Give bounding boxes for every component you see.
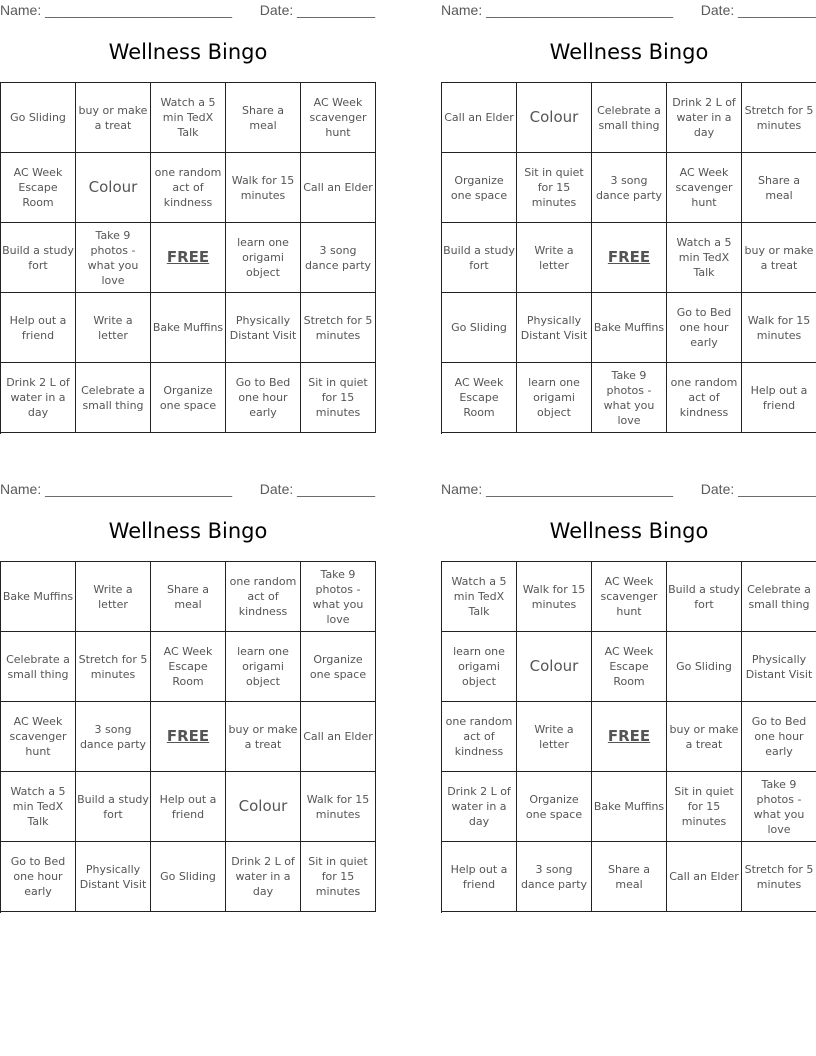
bingo-grid	[0, 82, 376, 434]
card-header	[441, 479, 816, 501]
bingo-cell: Go Sliding	[151, 842, 226, 912]
date-field: Date: __________	[700, 481, 816, 497]
bingo-cell: 3 song dance party	[301, 223, 376, 293]
bingo-cell: Build a study fort	[1, 223, 76, 293]
card-title: Wellness Bingo	[108, 519, 268, 543]
bingo-cell: Call an Elder	[442, 83, 517, 153]
bingo-cell: Take 9 photos - what you love	[742, 772, 816, 842]
bingo-cell: Write a letter	[76, 562, 151, 632]
bingo-cell: Bake Muffins	[151, 293, 226, 363]
bingo-cell: Go to Bed one hour early	[226, 363, 301, 433]
bingo-cell: Call an Elder	[667, 842, 742, 912]
bingo-cell: Watch a 5 min TedX Talk	[151, 83, 226, 153]
bingo-cell: Drink 2 L of water in a day	[442, 772, 517, 842]
bingo-cell: AC Week scavenger hunt	[301, 83, 376, 153]
bingo-cell: AC Week scavenger hunt	[667, 153, 742, 223]
bingo-cell: learn one origami object	[517, 363, 592, 433]
bingo-cell: Share a meal	[151, 562, 226, 632]
bingo-cell: Drink 2 L of water in a day	[1, 363, 76, 433]
bingo-cell: Go to Bed one hour early	[667, 293, 742, 363]
bingo-cell: Call an Elder	[301, 702, 376, 772]
bingo-cell: Stretch for 5 minutes	[301, 293, 376, 363]
bingo-cell: one random act of kindness	[442, 702, 517, 772]
card-title: Wellness Bingo	[108, 40, 268, 64]
card-header	[0, 479, 376, 501]
bingo-cell: Stretch for 5 minutes	[742, 83, 816, 153]
bingo-cell: one random act of kindness	[226, 562, 301, 632]
bingo-cell: Organize one space	[151, 363, 226, 433]
bingo-cell: Write a letter	[76, 293, 151, 363]
bingo-cell: Drink 2 L of water in a day	[667, 83, 742, 153]
bingo-cell: AC Week Escape Room	[151, 632, 226, 702]
bingo-cell: Celebrate a small thing	[76, 363, 151, 433]
free-space: FREE	[592, 702, 667, 772]
bingo-cell: buy or make a treat	[226, 702, 301, 772]
bingo-cell: Build a study fort	[442, 223, 517, 293]
bingo-cell: Write a letter	[517, 702, 592, 772]
bingo-cell: one random act of kindness	[667, 363, 742, 433]
name-field: Name: ________________________	[0, 481, 232, 497]
bingo-cell: Help out a friend	[742, 363, 816, 433]
bingo-cell: 3 song dance party	[517, 842, 592, 912]
bingo-cell: Bake Muffins	[592, 772, 667, 842]
bingo-cell: Sit in quiet for 15 minutes	[301, 842, 376, 912]
date-field: Date: __________	[259, 481, 375, 497]
bingo-cell: learn one origami object	[442, 632, 517, 702]
bingo-grid	[441, 561, 816, 913]
bingo-cell: Take 9 photos - what you love	[301, 562, 376, 632]
card-title: Wellness Bingo	[549, 40, 709, 64]
bingo-cell: Physically Distant Visit	[226, 293, 301, 363]
bingo-grid	[441, 82, 816, 434]
bingo-cell: Help out a friend	[1, 293, 76, 363]
bingo-cell: Go Sliding	[1, 83, 76, 153]
bingo-cell: Sit in quiet for 15 minutes	[301, 363, 376, 433]
bingo-cell: Colour	[517, 632, 592, 702]
bingo-cell: buy or make a treat	[667, 702, 742, 772]
bingo-cell: Sit in quiet for 15 minutes	[517, 153, 592, 223]
bingo-cell: Go Sliding	[442, 293, 517, 363]
bingo-cell: Build a study fort	[76, 772, 151, 842]
bingo-cell: AC Week scavenger hunt	[592, 562, 667, 632]
bingo-card-4	[441, 479, 816, 891]
name-field: Name: ________________________	[0, 2, 232, 18]
bingo-cell: Watch a 5 min TedX Talk	[667, 223, 742, 293]
bingo-card-1	[0, 0, 376, 419]
bingo-cell: Walk for 15 minutes	[301, 772, 376, 842]
free-space: FREE	[592, 223, 667, 293]
bingo-cell: one random act of kindness	[151, 153, 226, 223]
bingo-cell: Walk for 15 minutes	[742, 293, 816, 363]
bingo-cell: Help out a friend	[442, 842, 517, 912]
bingo-cell: Organize one space	[301, 632, 376, 702]
bingo-cell: Drink 2 L of water in a day	[226, 842, 301, 912]
bingo-cell: Share a meal	[226, 83, 301, 153]
card-title: Wellness Bingo	[549, 519, 709, 543]
bingo-cell: Colour	[517, 83, 592, 153]
bingo-cell: Celebrate a small thing	[592, 83, 667, 153]
bingo-cell: Take 9 photos - what you love	[592, 363, 667, 433]
bingo-cell: Call an Elder	[301, 153, 376, 223]
bingo-card-3	[0, 479, 376, 898]
date-field: Date: __________	[259, 2, 375, 18]
bingo-cell: AC Week Escape Room	[592, 632, 667, 702]
bingo-cell: AC Week scavenger hunt	[1, 702, 76, 772]
bingo-cell: Bake Muffins	[592, 293, 667, 363]
bingo-grid	[0, 561, 376, 913]
bingo-cell: 3 song dance party	[592, 153, 667, 223]
bingo-cell: Go to Bed one hour early	[1, 842, 76, 912]
bingo-cell: buy or make a treat	[742, 223, 816, 293]
bingo-cell: Physically Distant Visit	[742, 632, 816, 702]
bingo-cell: Sit in quiet for 15 minutes	[667, 772, 742, 842]
bingo-cell: Celebrate a small thing	[742, 562, 816, 632]
name-field: Name: ________________________	[441, 2, 673, 18]
date-field: Date: __________	[700, 2, 816, 18]
bingo-cell: Celebrate a small thing	[1, 632, 76, 702]
bingo-cell: Stretch for 5 minutes	[76, 632, 151, 702]
name-field: Name: ________________________	[441, 481, 673, 497]
bingo-card-2	[441, 0, 816, 427]
bingo-cell: Go to Bed one hour early	[742, 702, 816, 772]
bingo-cell: Watch a 5 min TedX Talk	[442, 562, 517, 632]
bingo-cell: Take 9 photos - what you love	[76, 223, 151, 293]
bingo-cell: Colour	[226, 772, 301, 842]
bingo-cell: AC Week Escape Room	[442, 363, 517, 433]
bingo-cell: Walk for 15 minutes	[226, 153, 301, 223]
bingo-cell: learn one origami object	[226, 632, 301, 702]
bingo-cell: Colour	[76, 153, 151, 223]
free-space: FREE	[151, 702, 226, 772]
bingo-cell: Organize one space	[517, 772, 592, 842]
free-space: FREE	[151, 223, 226, 293]
bingo-cell: Physically Distant Visit	[517, 293, 592, 363]
card-header	[441, 0, 816, 22]
bingo-cell: Share a meal	[592, 842, 667, 912]
bingo-cell: 3 song dance party	[76, 702, 151, 772]
bingo-cell: Write a letter	[517, 223, 592, 293]
bingo-cell: Build a study fort	[667, 562, 742, 632]
bingo-cell: Stretch for 5 minutes	[742, 842, 816, 912]
bingo-cell: Walk for 15 minutes	[517, 562, 592, 632]
bingo-cell: Watch a 5 min TedX Talk	[1, 772, 76, 842]
bingo-cell: Go Sliding	[667, 632, 742, 702]
bingo-cell: buy or make a treat	[76, 83, 151, 153]
bingo-cell: Bake Muffins	[1, 562, 76, 632]
bingo-cell: Organize one space	[442, 153, 517, 223]
bingo-cell: Share a meal	[742, 153, 816, 223]
card-header	[0, 0, 376, 22]
bingo-cell: learn one origami object	[226, 223, 301, 293]
bingo-cell: Help out a friend	[151, 772, 226, 842]
bingo-cell: AC Week Escape Room	[1, 153, 76, 223]
bingo-cell: Physically Distant Visit	[76, 842, 151, 912]
